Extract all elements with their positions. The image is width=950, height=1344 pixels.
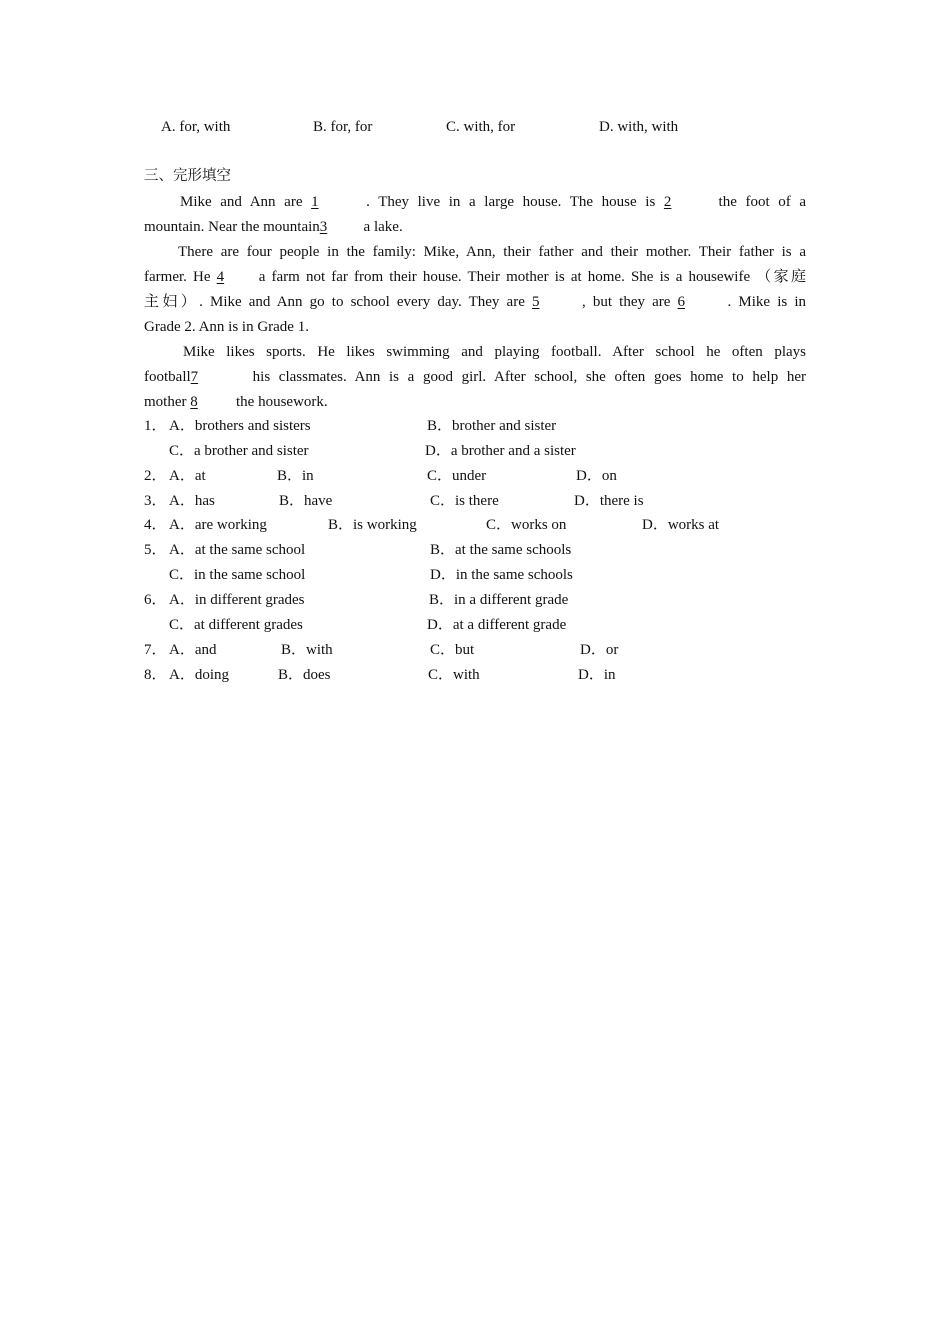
question-number: 7． bbox=[144, 642, 167, 658]
question-3 bbox=[0, 489, 950, 514]
question-number: 4． bbox=[144, 517, 167, 533]
choice-c: C．under bbox=[427, 468, 487, 484]
choice-d: D．or bbox=[580, 642, 619, 658]
passage-line: farmer. He 4 a farm not far from their house. Their mother is at home. She is a housewife （家庭 bbox=[144, 265, 806, 290]
question-number: 1． bbox=[144, 418, 167, 434]
question-6-cont bbox=[0, 613, 950, 638]
choice-b: B．have bbox=[279, 493, 333, 509]
passage-line: There are four people in the family: Mike, Ann, their father and their mother. Their father is a bbox=[178, 244, 806, 260]
question-number: 2． bbox=[144, 468, 167, 484]
choice-c: C．with bbox=[428, 667, 480, 683]
blank-5: 5 bbox=[531, 294, 540, 310]
choice-d: D．at a different grade bbox=[427, 617, 567, 633]
choice-a: A．has bbox=[169, 493, 215, 509]
choice-b: B．in a different grade bbox=[429, 592, 569, 608]
question-6 bbox=[0, 588, 950, 613]
passage-line: Mike and Ann are 1 . They live in a large house. The house is 2 the foot of a bbox=[180, 190, 806, 215]
question-5-cont bbox=[0, 563, 950, 588]
previous-question-options bbox=[0, 115, 950, 140]
option-c: C. with, for bbox=[446, 119, 516, 135]
choice-c: C．works on bbox=[486, 517, 567, 533]
choice-a: A．brothers and sisters bbox=[169, 418, 311, 434]
question-1-cont bbox=[0, 439, 950, 464]
choice-a: A．at bbox=[169, 468, 206, 484]
choice-c: C．at different grades bbox=[169, 617, 303, 633]
option-a: A. for, with bbox=[161, 119, 231, 135]
passage-line: Mike likes sports. He likes swimming and playing football. After school he often plays bbox=[183, 344, 806, 360]
blank-3: 3 bbox=[319, 219, 328, 235]
question-4 bbox=[0, 513, 950, 538]
option-d: D. with, with bbox=[599, 119, 679, 135]
choice-d: D．in bbox=[578, 667, 616, 683]
choice-b: B．is working bbox=[328, 517, 417, 533]
choice-d: D．in the same schools bbox=[430, 567, 573, 583]
passage-line: 主妇）. Mike and Ann go to school every day. They are 5 , but they are 6 . Mike is in bbox=[144, 290, 806, 315]
blank-7: 7 bbox=[190, 369, 199, 385]
question-number: 5． bbox=[144, 542, 167, 558]
question-number: 6． bbox=[144, 592, 167, 608]
question-number: 3． bbox=[144, 493, 167, 509]
choice-d: D．on bbox=[576, 468, 617, 484]
passage-line: Grade 2. Ann is in Grade 1. bbox=[144, 319, 309, 335]
option-b: B. for, for bbox=[313, 119, 373, 135]
question-5 bbox=[0, 538, 950, 563]
choice-b: B．at the same schools bbox=[430, 542, 572, 558]
blank-2: 2 bbox=[663, 194, 672, 210]
blank-4: 4 bbox=[216, 269, 225, 285]
passage-line: mother 8 the housework. bbox=[144, 390, 806, 415]
choice-d: D．works at bbox=[642, 517, 720, 533]
blank-6: 6 bbox=[677, 294, 686, 310]
choice-a: A．doing bbox=[169, 667, 230, 683]
choice-a: A．in different grades bbox=[169, 592, 305, 608]
question-2 bbox=[0, 464, 950, 489]
passage-line: mountain. Near the mountain3 a lake. bbox=[144, 215, 806, 240]
choice-c: C．is there bbox=[430, 493, 499, 509]
section-title: 三、完形填空 bbox=[144, 168, 231, 184]
choice-a: A．and bbox=[169, 642, 217, 658]
blank-1: 1 bbox=[311, 194, 319, 210]
choice-c: C．but bbox=[430, 642, 475, 658]
choice-c: C．in the same school bbox=[169, 567, 306, 583]
blank-8: 8 bbox=[190, 394, 198, 410]
choice-b: B．in bbox=[277, 468, 314, 484]
choice-c: C．a brother and sister bbox=[169, 443, 309, 459]
question-number: 8． bbox=[144, 667, 167, 683]
choice-b: B．does bbox=[278, 667, 331, 683]
choice-b: B．brother and sister bbox=[427, 418, 557, 434]
passage-line: football7 his classmates. Ann is a good girl. After school, she often goes home to help her bbox=[144, 365, 806, 390]
choice-b: B．with bbox=[281, 642, 333, 658]
choice-d: D．a brother and a sister bbox=[425, 443, 576, 459]
choice-d: D．there is bbox=[574, 493, 644, 509]
question-7 bbox=[0, 638, 950, 663]
choice-a: A．at the same school bbox=[169, 542, 306, 558]
choice-a: A．are working bbox=[169, 517, 267, 533]
question-1 bbox=[0, 414, 950, 439]
question-8 bbox=[0, 663, 950, 688]
